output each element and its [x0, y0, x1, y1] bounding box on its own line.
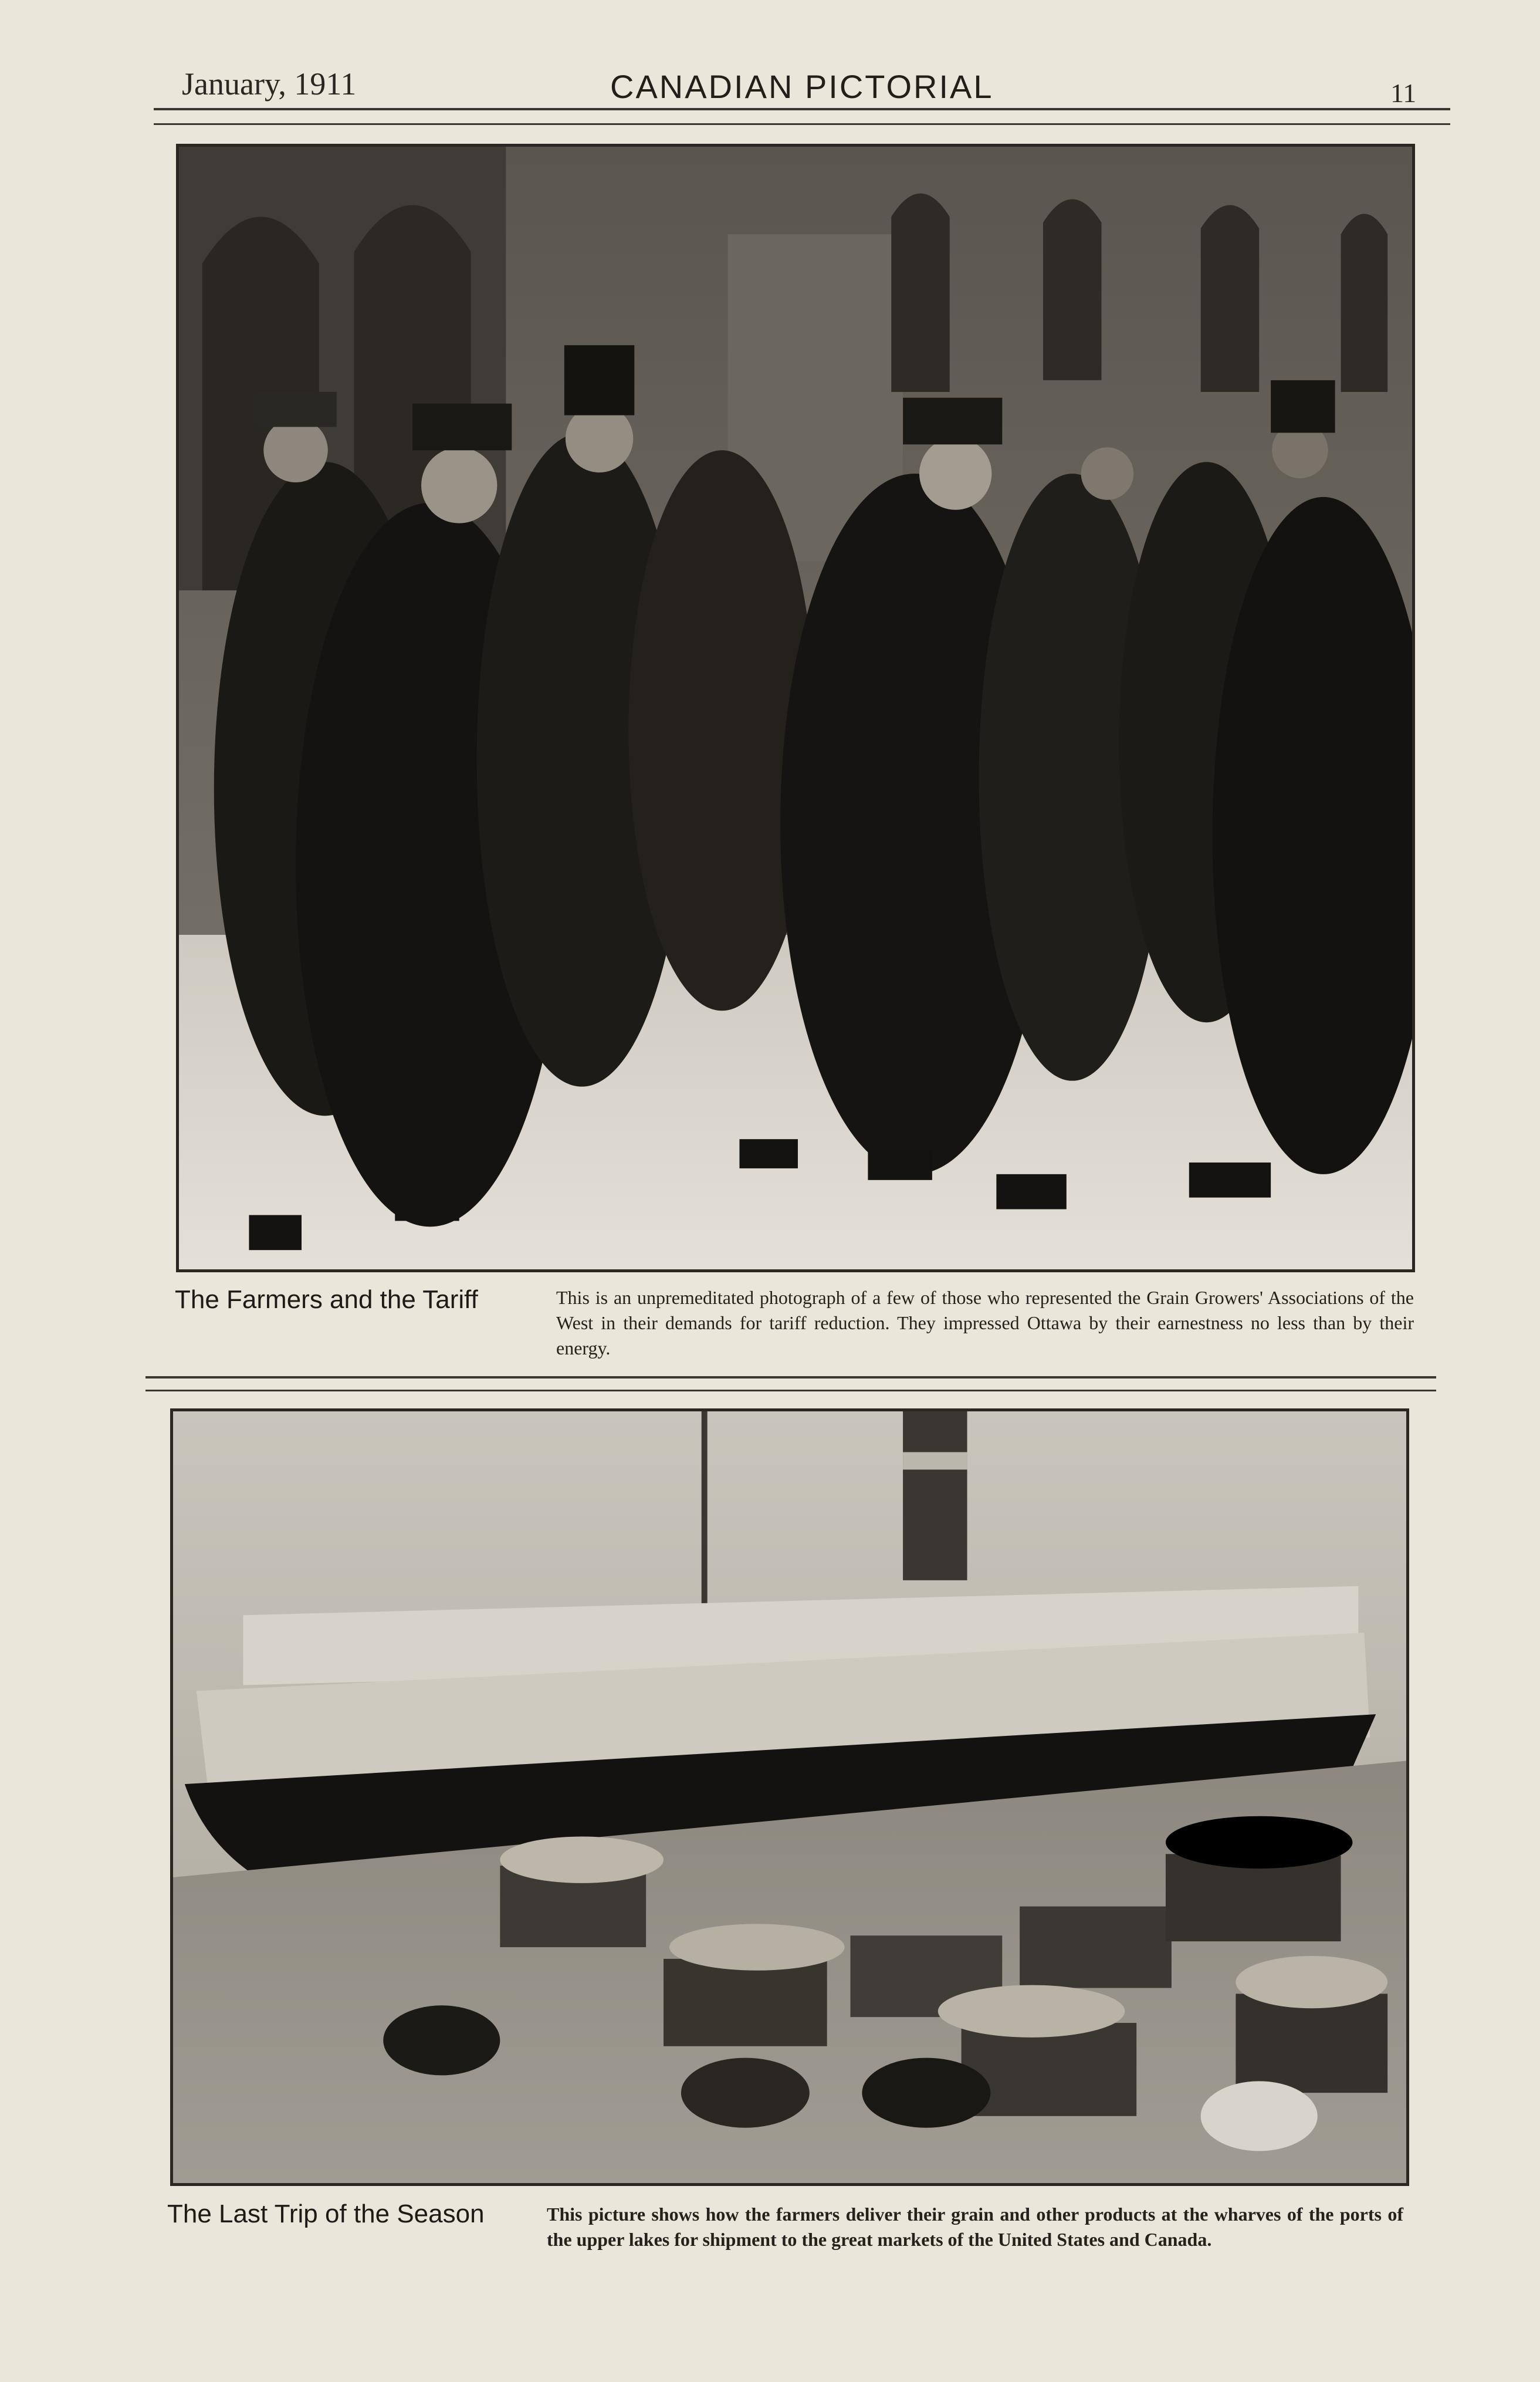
publication-title: CANADIAN PICTORIAL [610, 68, 994, 105]
page-number: 11 [1390, 78, 1417, 108]
header-rule-top [154, 108, 1450, 110]
steamer-wharf-photo [170, 1408, 1409, 2186]
farmers-caption-title: The Farmers and the Tariff [175, 1285, 478, 1314]
header-rule-bottom [154, 123, 1450, 125]
section-divider-top [145, 1376, 1436, 1378]
farmers-caption-text: This is an unpremeditated photograph of a few of those who represented the Grain Growers' Associations of the West in their demands for tariff reduction. They impressed Ottawa by their earnestness no less than by their energy. [556, 1287, 1414, 1359]
steamer-photo-illustration [173, 1411, 1406, 2183]
steamer-caption-text: This picture shows how the farmers deliver their grain and other products at the wharves of the ports of the upper lakes for shipment to the great markets of the United States and Canada. [547, 2204, 1403, 2251]
farmers-delegation-photo [176, 144, 1415, 1272]
issue-date: January, 1911 [182, 66, 357, 102]
section-divider-bottom [145, 1390, 1436, 1391]
farmers-photo-illustration [179, 147, 1412, 1269]
steamer-caption-title: The Last Trip of the Season [167, 2199, 485, 2228]
